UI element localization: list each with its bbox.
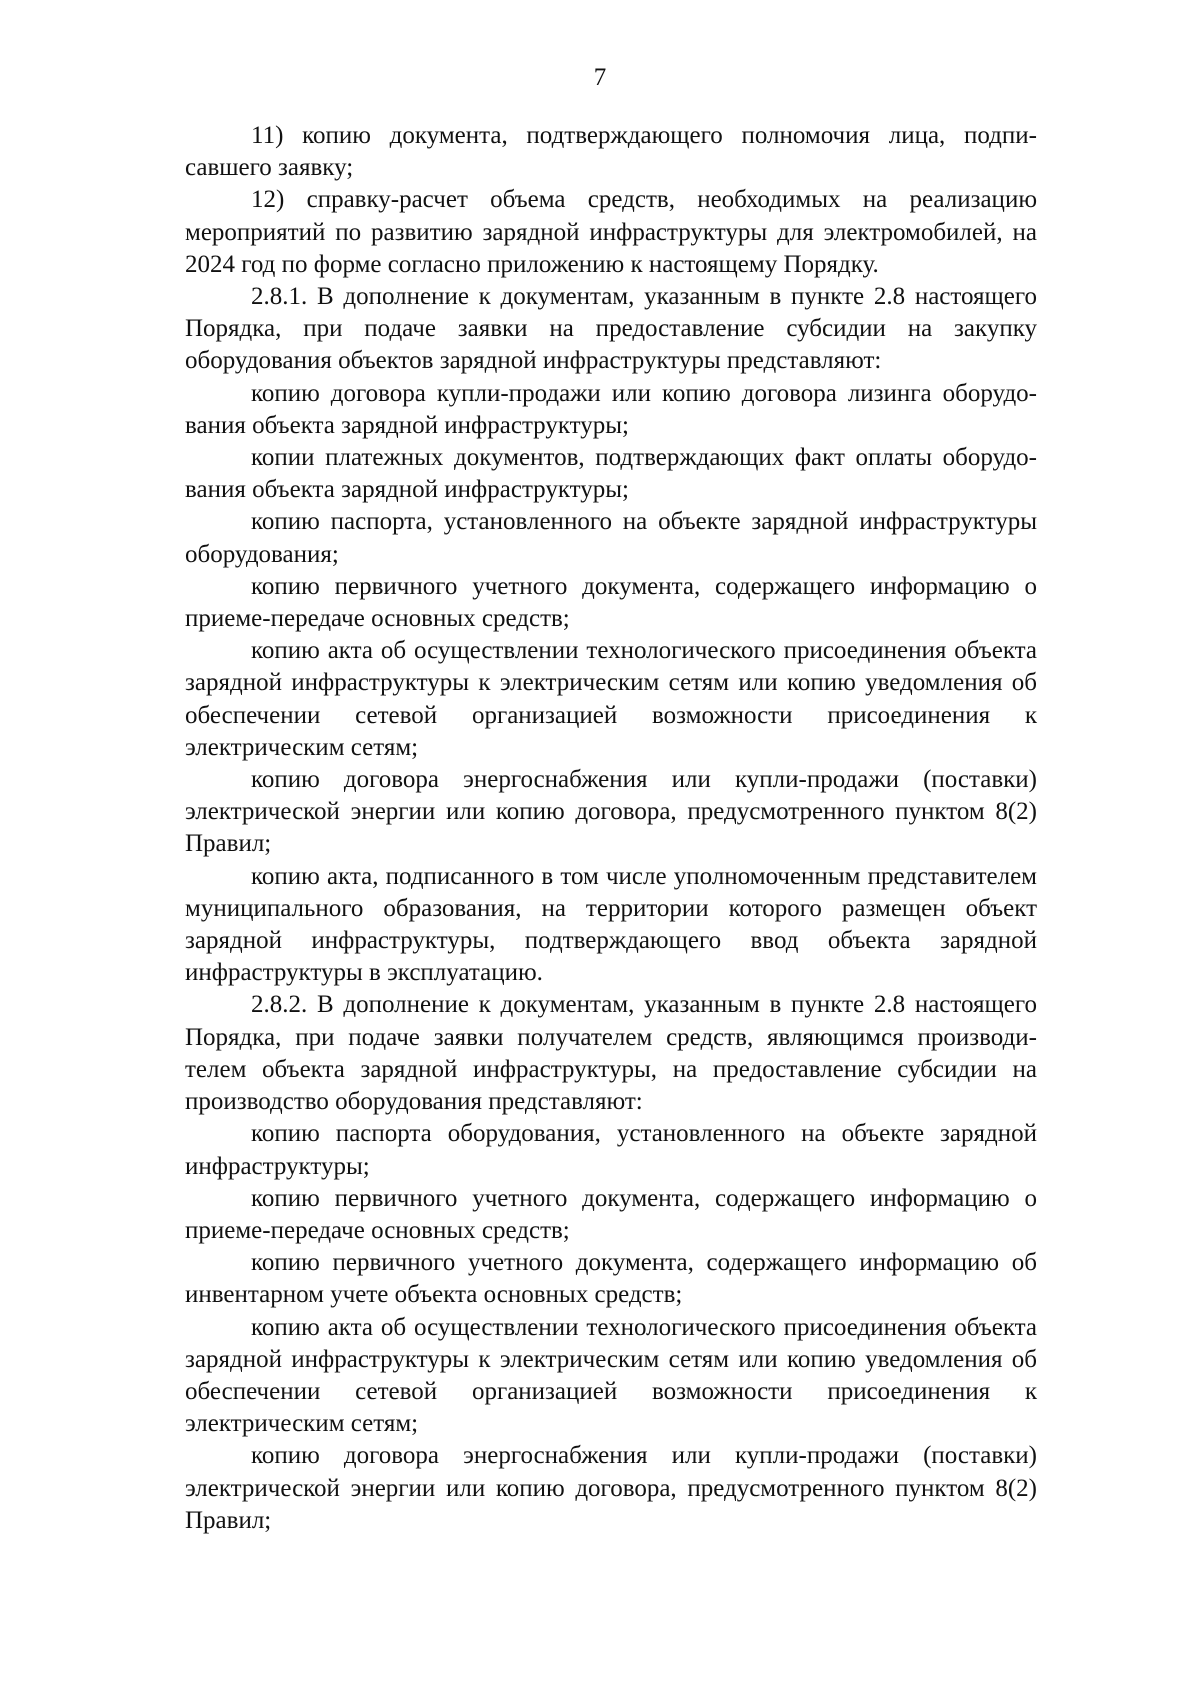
paragraph-equipment-passport-2: копию паспорта оборудования, установленного на объекте зарядной инфраструктуры; xyxy=(185,1120,1037,1180)
paragraph-sale-contract: копию договора купли-продажи или копию договора лизинга оборудования объекта зарядной инфраструктуры; xyxy=(185,379,1037,439)
paragraph-commissioning-act: копию акта, подписанного в том числе уполномоченным представителем муниципального образования, на территории которого размещен объект зарядной инфраструктуры, подтверждающего ввод объекта зарядной инфраструктуры в эксплуатацию. xyxy=(185,862,1037,987)
paragraph-inventory-document: копию первичного учетного документа, содержащего информацию об инвентарном учете объекта основных средств; xyxy=(185,1249,1037,1309)
paragraph-payment-documents: копии платежных документов, подтверждающих факт оплаты оборудования объекта зарядной инфраструктуры; xyxy=(185,444,1037,504)
paragraph-grid-connection-act-2: копию акта об осуществлении технологического присоединения объекта зарядной инфраструктуры к электрическим сетям или копию уведомления об обеспечении сетевой организацией возможности присоединения к электрическим сетям; xyxy=(185,1313,1037,1438)
paragraph-primary-document: копию первичного учетного документа, содержащего информацию о приеме-передаче основных средств; xyxy=(185,572,1037,633)
paragraph-item-11: 11) копию документа, подтверждающего полномочия лица, подписавшего заявку; xyxy=(185,122,1037,182)
paragraph-clause-2-8-1: 2.8.1. В дополнение к документам, указанным в пункте 2.8 настоящего Порядка, при подаче заявки на предоставление субсидии на закупку оборудования объектов зарядной инфраструктуры представляют: xyxy=(185,283,1037,375)
paragraph-primary-document-2: копию первичного учетного документа, содержащего информацию о приеме-передаче основных средств; xyxy=(185,1184,1037,1244)
paragraph-clause-2-8-2: 2.8.2. В дополнение к документам, указанным в пункте 2.8 настоящего Порядка, при подаче заявки получателем средств, являющимся производителем объекта зарядной инфраструктуры, на предоставление субсидии на производство оборудования представляют: xyxy=(185,991,1037,1116)
paragraph-item-12: 12) справку-расчет объема средств, необходимых на реализацию мероприятий по развитию зарядной инфраструктуры для электромобилей, на 2024 год по форме согласно приложению к настоящему Порядку. xyxy=(185,186,1037,278)
document-body xyxy=(185,120,1037,1537)
paragraph-equipment-passport: копию паспорта, установленного на объекте зарядной инфраструктуры оборудования; xyxy=(185,508,1037,568)
paragraph-energy-supply-contract-2: копию договора энергоснабжения или купли-продажи (поставки) электрической энергии или копию договора, предусмотренного пунктом 8(2) Правил; xyxy=(185,1442,1037,1534)
paragraph-grid-connection-act: копию акта об осуществлении технологического присоединения объекта зарядной инфраструктуры к электрическим сетям или копию уведомления об обеспечении сетевой организацией возможности присоединения к электрическим сетям; xyxy=(185,637,1037,761)
page-number: 7 xyxy=(593,64,607,91)
paragraph-energy-supply-contract: копию договора энергоснабжения или купли-продажи (поставки) электрической энергии или копию договора, предусмотренного пунктом 8(2) Правил; xyxy=(185,766,1037,858)
